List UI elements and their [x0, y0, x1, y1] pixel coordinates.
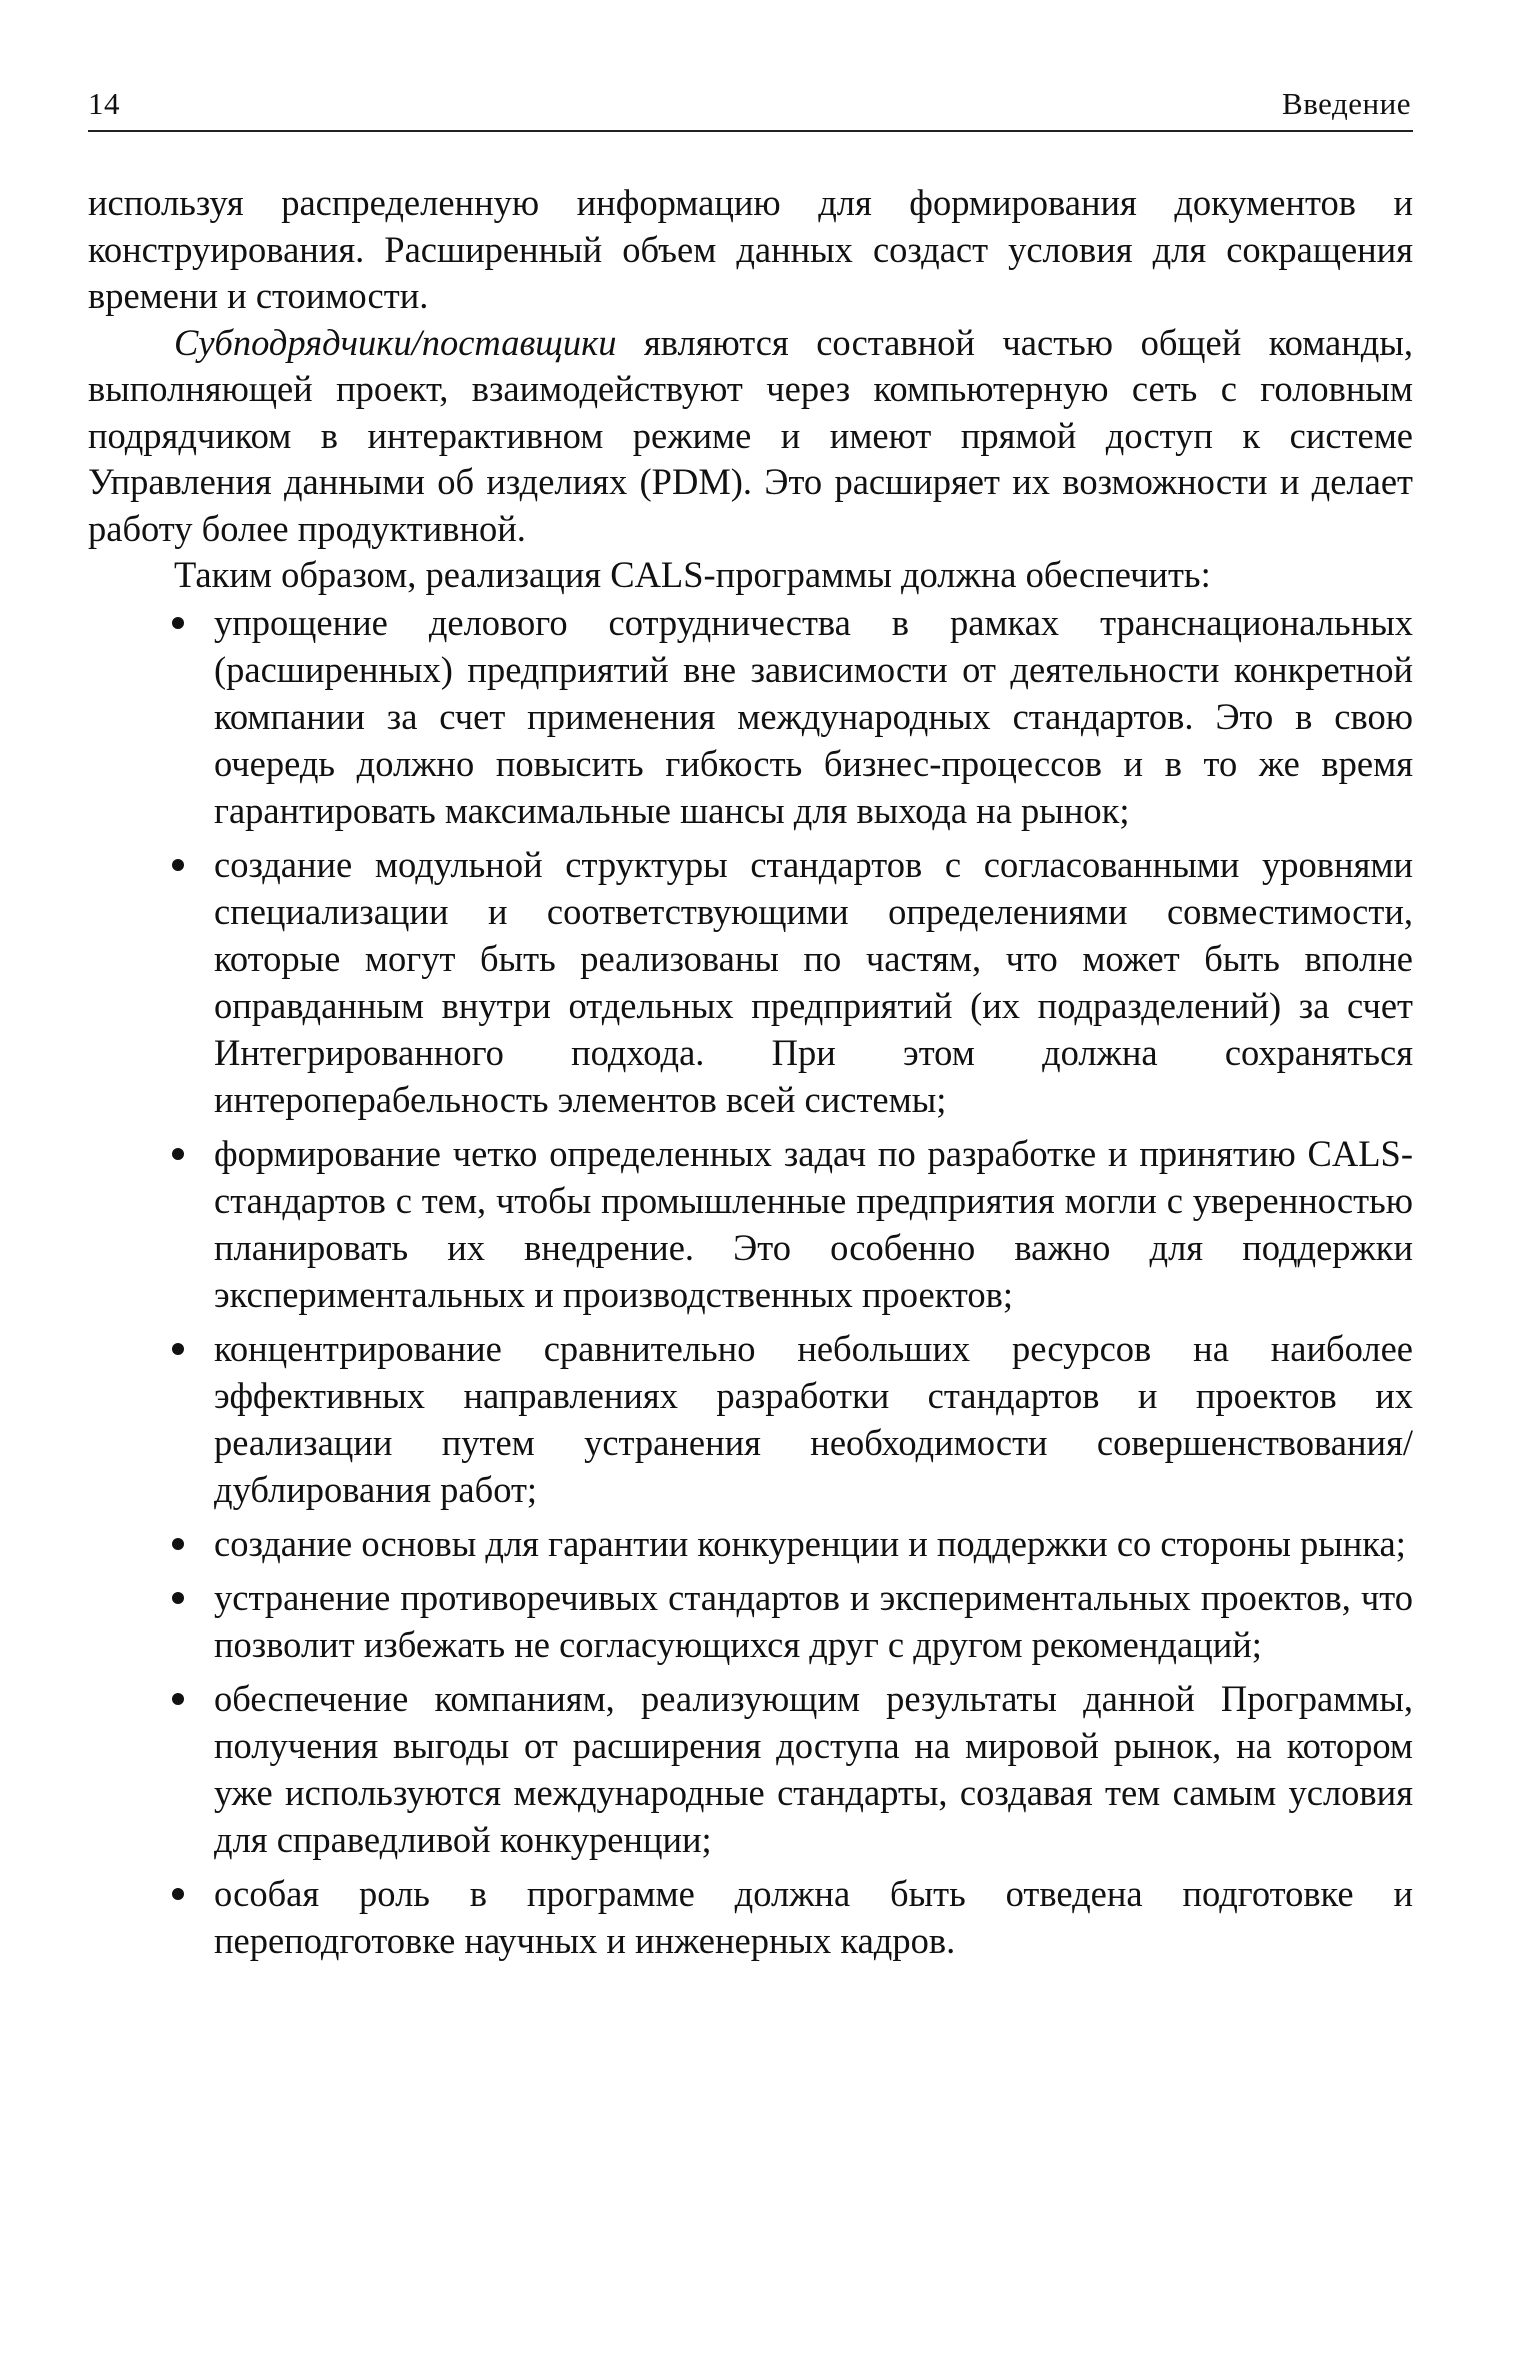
list-item	[88, 1325, 1413, 1513]
list-item-text: устранение противоречивых стандартов и экспериментальных проектов, что позволит избежать не согласующихся друг с другом рекомендаций;	[214, 1576, 1413, 1665]
list-item-text: упрощение делового сотрудничества в рамках транснациональных (расширенных) предприятий вне зависимости от деятельности конкретной компании за счет применения международных стандартов. Это в свою очередь должно повысить гибкость бизнес-процессов и в то же время гарантировать максимальные шансы для выхода на рынок;	[214, 601, 1413, 831]
list-item-text: формирование четко определенных задач по разработке и принятию CALS-стандартов с тем, чтобы промышленные предприятия могли с уверенностью планировать их внедрение. Это особенно важно для поддержки экспериментальных и производственных проектов;	[214, 1132, 1413, 1315]
list-item-text: создание основы для гарантии конкуренции и поддержки со стороны рынка;	[214, 1522, 1406, 1564]
page-number: 14	[88, 86, 120, 121]
bullet-icon	[172, 1343, 184, 1355]
list-item-text: концентрирование сравнительно небольших ресурсов на наиболее эффективных направлениях разработки стандартов и проектов их реализации путем устранения необходимости совершенствования/дублирования работ;	[214, 1327, 1413, 1510]
list-item	[88, 1870, 1413, 1964]
bullet-icon	[172, 1592, 184, 1604]
running-head	[88, 78, 1413, 132]
page-body	[88, 180, 1413, 1971]
list-item	[88, 1520, 1413, 1567]
list-item	[88, 1675, 1413, 1863]
paragraph-continuation: используя распределенную информацию для формирования документов и конструирования. Расширенный объем данных создаст условия для сокращения времени и стоимости.	[88, 182, 1413, 316]
section-title: Введение	[1282, 86, 1411, 121]
list-item	[88, 1574, 1413, 1668]
bullet-list	[88, 599, 1413, 1964]
bullet-icon	[172, 617, 184, 629]
list-item	[88, 841, 1413, 1123]
paragraph-subcontractors-text: являются составной частью общей команды, выполняющей проект, взаимодействуют через компьютерную сеть с головным подрядчиком в интерактивном режиме и имеют прямой доступ к системе Управления данными об изделиях (PDM). Это расширяет их возможности и делает работу более продуктивной.	[88, 321, 1413, 549]
list-item-text: обеспечение компаниям, реализующим результаты данной Программы, получения выгоды от расширения доступа на мировой рынок, на котором уже используются международные стандарты, создавая тем самым условия для справедливой конкуренции;	[214, 1677, 1413, 1860]
paragraph-subcontractors	[88, 320, 1413, 553]
bullet-icon	[172, 1148, 184, 1160]
bullet-icon	[172, 1888, 184, 1900]
paragraph-list-intro: Таким образом, реализация CALS-программы должна обеспечить:	[174, 554, 1211, 595]
bullet-icon	[172, 1693, 184, 1705]
list-item	[88, 599, 1413, 834]
list-item-text: создание модульной структуры стандартов с согласованными уровнями специализации и соответствующими определениями совместимости, которые могут быть реализованы по частям, что может быть вполне оправданным внутри отдельных предприятий (их подразделений) за счет Интегрированного подхода. При этом должна сохраняться интероперабельность элементов всей системы;	[214, 843, 1413, 1120]
bullet-icon	[172, 859, 184, 871]
list-item	[88, 1130, 1413, 1318]
list-item-text: особая роль в программе должна быть отведена подготовке и переподготовке научных и инженерных кадров.	[214, 1872, 1413, 1961]
bullet-icon	[172, 1538, 184, 1550]
emphasis-term: Субподрядчики/поставщики	[174, 321, 617, 363]
